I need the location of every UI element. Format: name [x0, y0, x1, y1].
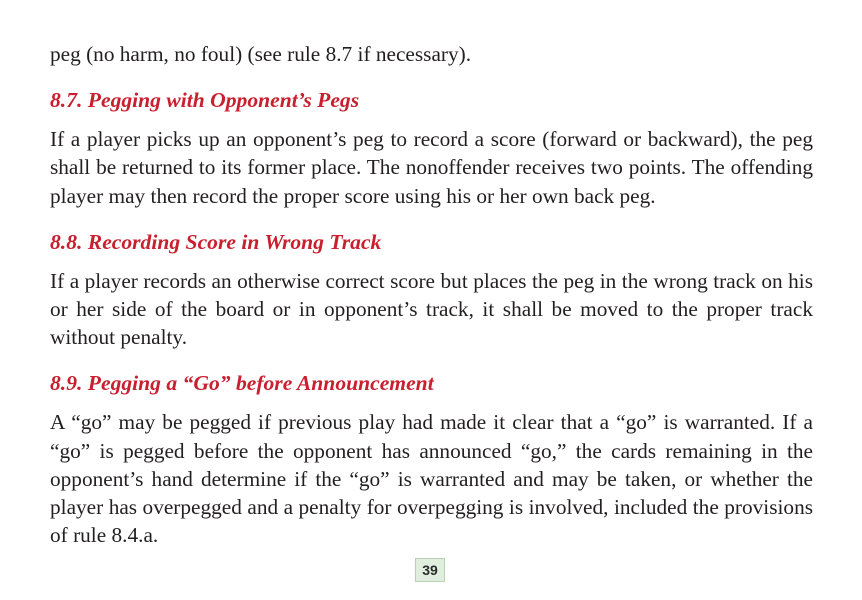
section-8-8: [50, 228, 813, 352]
section-heading: 8.9. Pegging a “Go” before Announcement: [50, 371, 434, 396]
intro-paragraph: peg (no harm, no foul) (see rule 8.7 if necessary).: [50, 42, 472, 66]
document-page: [50, 40, 813, 567]
section-heading: 8.7. Pegging with Opponent’s Pegs: [50, 88, 360, 113]
section-8-9: [50, 369, 813, 549]
section-body: A “go” may be pegged if previous play had made it clear that a “go” is warranted. If a “go” is pegged before the opponent has announced “go,” the cards remaining in the opponent’s hand determine if the “go” is warranted and may be taken, or whether the player has overpegged and a penalty for overpegging is involved, included the provisions of rule 8.4.a.: [50, 410, 813, 548]
section-body: If a player records an otherwise correct score but places the peg in the wrong track on his or her side of the board or in opponent’s track, it shall be moved to the proper track without penalty.: [50, 268, 813, 350]
section-body: If a player picks up an opponent’s peg to record a score (forward or backward), the peg shall be returned to its former place. The nonoffender receives two points. The offending player may then record the proper score using his or her own back peg.: [50, 127, 813, 208]
page-number: 39: [415, 558, 445, 582]
section-8-7: [50, 86, 813, 210]
section-heading: 8.8. Recording Score in Wrong Track: [50, 229, 382, 254]
